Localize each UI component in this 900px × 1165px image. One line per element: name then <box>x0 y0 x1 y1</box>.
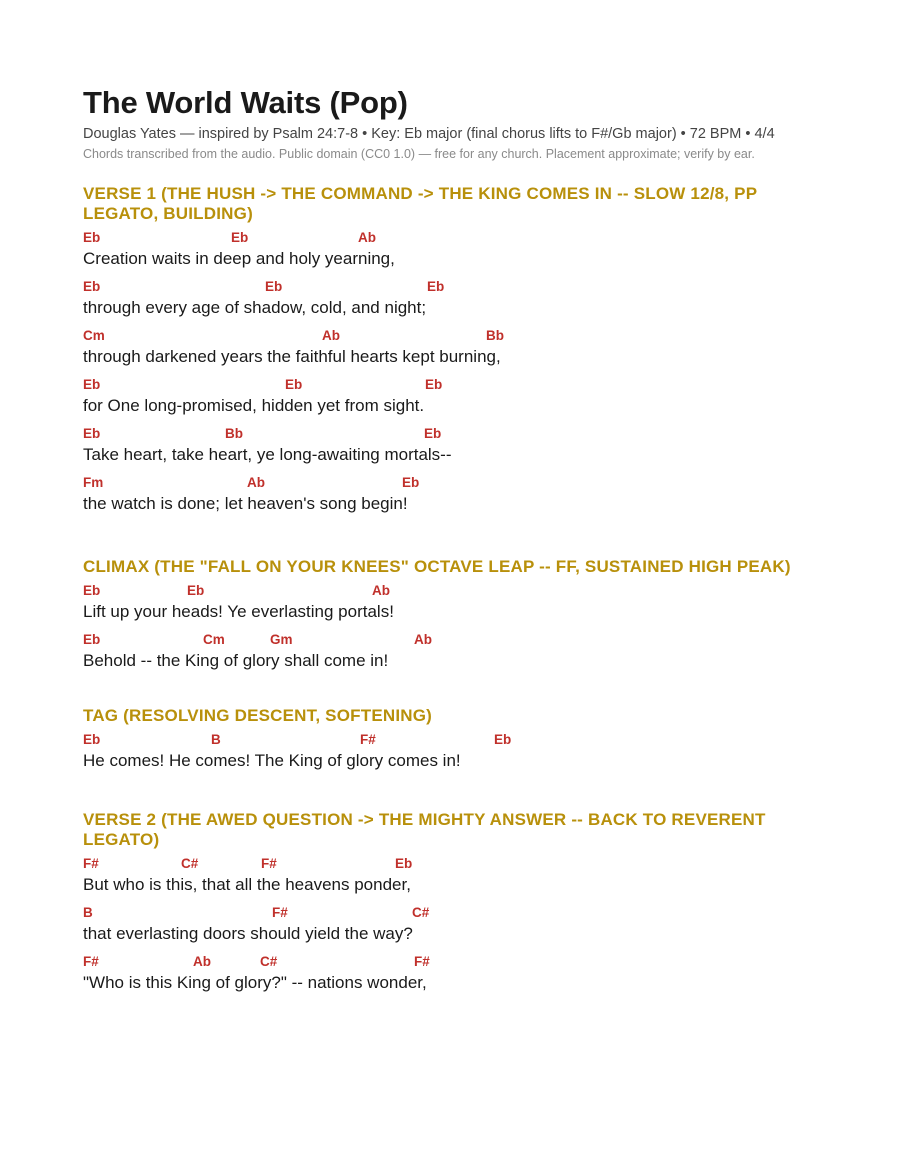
chord-row <box>83 953 823 971</box>
lyric-text: through darkened years the faithful hearts kept burning, <box>83 347 501 366</box>
chord-sheet <box>83 84 823 1002</box>
chord-label: F# <box>360 732 376 747</box>
song-title: The World Waits (Pop) <box>83 85 408 120</box>
chord-row <box>83 855 823 873</box>
chord-label: F# <box>261 856 277 871</box>
chord-label: B <box>211 732 221 747</box>
chord-label: C# <box>412 905 430 920</box>
chord-label: Eb <box>83 279 101 294</box>
chord-label: F# <box>83 954 99 969</box>
chord-label: Eb <box>231 230 249 245</box>
lyric-text: Behold -- the King of glory shall come in! <box>83 651 389 670</box>
chord-label: Eb <box>427 279 445 294</box>
lyric-line <box>83 474 823 515</box>
chord-label: F# <box>272 905 288 920</box>
chord-row <box>83 278 823 296</box>
lyric-line <box>83 278 823 319</box>
chord-label: Eb <box>424 426 442 441</box>
chord-row <box>83 731 823 749</box>
chord-row <box>83 376 823 394</box>
chord-label: Eb <box>285 377 303 392</box>
lyric-line <box>83 731 823 772</box>
chord-label: Gm <box>270 632 293 647</box>
lyric-text: Take heart, take heart, ye long-awaiting mortals-- <box>83 445 452 464</box>
chord-row <box>83 474 823 492</box>
lyric-text: that everlasting doors should yield the way? <box>83 924 413 943</box>
song-section <box>83 706 823 772</box>
section-heading: VERSE 2 (THE AWED QUESTION -> THE MIGHTY ANSWER -- BACK TO REVERENT LEGATO) <box>83 810 766 849</box>
section-heading: VERSE 1 (THE HUSH -> THE COMMAND -> THE KING COMES IN -- SLOW 12/8, PP LEGATO, BUILDING) <box>83 184 757 223</box>
chord-label: Bb <box>486 328 504 343</box>
song-section <box>83 810 823 994</box>
lyric-text: through every age of shadow, cold, and night; <box>83 298 427 317</box>
chord-label: Eb <box>402 475 420 490</box>
chord-label: Cm <box>83 328 105 343</box>
chord-label: C# <box>181 856 199 871</box>
transcription-note: Chords transcribed from the audio. Public domain (CC0 1.0) — free for any church. Placement approximate; verify by ear. <box>83 147 755 161</box>
chord-label: Eb <box>395 856 413 871</box>
lyric-line <box>83 582 823 623</box>
lyric-text: But who is this, that all the heavens ponder, <box>83 875 411 894</box>
chord-label: F# <box>83 856 99 871</box>
lyric-line <box>83 376 823 417</box>
lyric-line <box>83 425 823 466</box>
chord-label: Fm <box>83 475 104 490</box>
chord-label: Ab <box>193 954 211 969</box>
song-section <box>83 557 823 672</box>
song-section <box>83 184 823 515</box>
chord-label: Ab <box>414 632 432 647</box>
chord-row <box>83 631 823 649</box>
chord-label: Eb <box>83 230 101 245</box>
chord-label: C# <box>260 954 278 969</box>
chord-label: Ab <box>247 475 265 490</box>
chord-label: Eb <box>83 632 101 647</box>
chord-label: Eb <box>265 279 283 294</box>
lyric-line <box>83 229 823 270</box>
chord-label: Eb <box>83 377 101 392</box>
chord-label: Eb <box>187 583 205 598</box>
song-sections <box>83 184 823 994</box>
lyric-text: "Who is this King of glory?" -- nations wonder, <box>83 973 427 992</box>
chord-row <box>83 904 823 922</box>
lyric-line <box>83 855 823 896</box>
chord-label: Eb <box>83 426 101 441</box>
song-meta: Douglas Yates — inspired by Psalm 24:7-8 • Key: Eb major (final chorus lifts to F#/Gb major) • 72 BPM • 4/4 <box>83 126 775 142</box>
chord-label: Eb <box>83 583 101 598</box>
lyric-line <box>83 631 823 672</box>
chord-label: Ab <box>322 328 340 343</box>
chord-label: B <box>83 905 93 920</box>
chord-label: Cm <box>203 632 225 647</box>
section-heading: CLIMAX (THE "FALL ON YOUR KNEES" OCTAVE LEAP -- FF, SUSTAINED HIGH PEAK) <box>83 557 791 576</box>
lyric-line <box>83 327 823 368</box>
lyric-text: for One long-promised, hidden yet from sight. <box>83 396 425 415</box>
chord-label: Eb <box>494 732 512 747</box>
lyric-text: He comes! He comes! The King of glory comes in! <box>83 751 461 770</box>
chord-label: Ab <box>372 583 390 598</box>
chord-row <box>83 327 823 345</box>
lyric-text: the watch is done; let heaven's song begin! <box>83 494 408 513</box>
lyric-line <box>83 904 823 945</box>
chord-row <box>83 425 823 443</box>
chord-label: F# <box>414 954 430 969</box>
section-heading: TAG (RESOLVING DESCENT, SOFTENING) <box>83 706 433 725</box>
chord-label: Bb <box>225 426 243 441</box>
lyric-line <box>83 953 823 994</box>
lyric-text: Creation waits in deep and holy yearning, <box>83 249 395 268</box>
chord-label: Eb <box>83 732 101 747</box>
chord-label: Ab <box>358 230 376 245</box>
lyric-text: Lift up your heads! Ye everlasting portals! <box>83 602 394 621</box>
chord-label: Eb <box>425 377 443 392</box>
chord-row <box>83 229 823 247</box>
chord-row <box>83 582 823 600</box>
